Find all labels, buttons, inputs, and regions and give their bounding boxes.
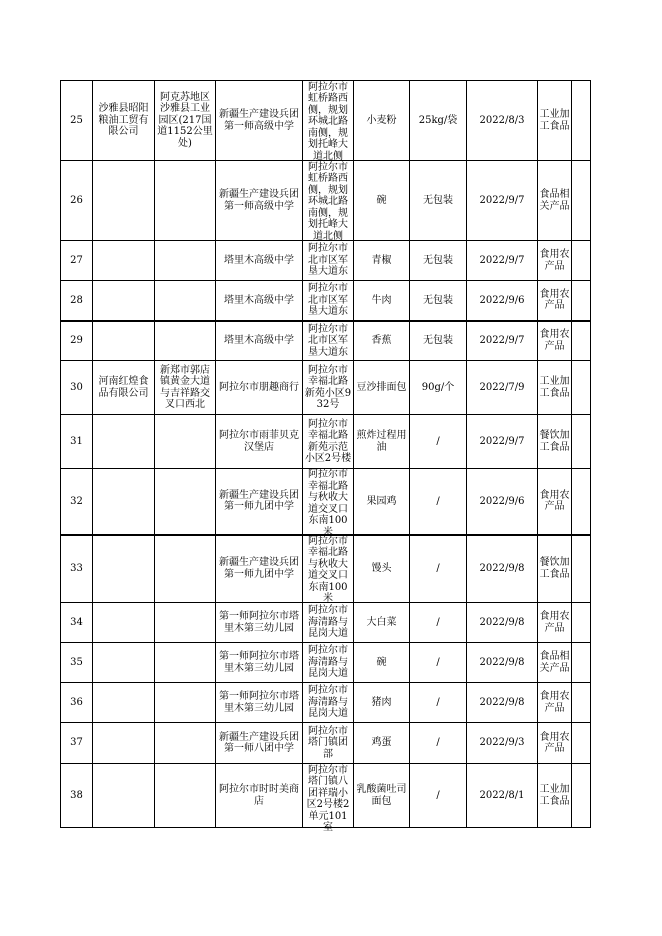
sampled-unit-text: 第一师阿拉尔市塔里木第三幼儿园: [219, 691, 299, 714]
row-number: [61, 161, 93, 241]
sampled-unit-address-text: 阿拉尔市幸福北路新苑示范小区2号楼: [304, 418, 352, 464]
specification: [410, 321, 467, 361]
sampled-unit-address: [303, 361, 354, 415]
production-date-text: 2022/9/3: [479, 737, 525, 749]
food-category: [538, 415, 572, 469]
food-name-text: 小麦粉: [366, 114, 397, 126]
specification: [410, 643, 467, 683]
food-name-text: 大白菜: [366, 616, 397, 628]
production-date-text: 2022/8/1: [479, 789, 525, 801]
production-date-text: 2022/9/7: [479, 335, 525, 346]
producer-address: [155, 161, 216, 241]
food-name: [354, 603, 410, 643]
food-category: [538, 81, 572, 161]
food-name: [354, 535, 410, 603]
production-date-text: 2022/7/9: [479, 381, 525, 393]
food-name-text: 鸡蛋: [371, 737, 392, 749]
producer-address: [155, 643, 216, 683]
food-category: [538, 603, 572, 643]
specification-text: /: [436, 737, 440, 749]
food-name: [354, 469, 410, 535]
row-number: [61, 415, 93, 469]
blank-cell: [572, 321, 591, 361]
sampled-unit-address: [303, 723, 354, 764]
sampled-unit-address: [303, 161, 354, 241]
production-date-text: 2022/8/3: [479, 114, 525, 126]
food-name: [354, 643, 410, 683]
producer-address: [155, 281, 216, 321]
producer-name: [93, 683, 155, 723]
row-number-text: 26: [70, 194, 83, 206]
specification: [410, 281, 467, 321]
sampled-unit-text: 阿拉尔市雨菲贝克汉堡店: [219, 430, 299, 453]
blank-cell: [572, 81, 591, 161]
sampled-unit-text: 新疆生产建设兵团第一师八团中学: [219, 731, 299, 754]
food-name: [354, 81, 410, 161]
specification: [410, 361, 467, 415]
production-date-text: 2022/9/7: [479, 194, 525, 206]
blank-cell: [572, 241, 591, 281]
sampled-unit: [216, 241, 303, 281]
row-number: [61, 469, 93, 535]
production-date: [467, 535, 538, 603]
food-category-text: 食用农产品: [539, 288, 570, 312]
food-category-text: 食用农产品: [539, 329, 570, 352]
food-category-text: 食用农产品: [539, 489, 570, 513]
food-category-text: 食用农产品: [539, 611, 570, 634]
food-category: [538, 469, 572, 535]
food-name-text: 煎炸过程用油: [356, 430, 407, 453]
row-number-text: 27: [70, 254, 83, 266]
table-row: [61, 469, 591, 535]
food-name-text: 牛肉: [371, 294, 392, 306]
sampled-unit-address: [303, 321, 354, 361]
table-row: [61, 643, 591, 683]
producer-name: [93, 361, 155, 415]
producer-name: [93, 81, 155, 161]
specification: [410, 535, 467, 603]
sampled-unit: [216, 281, 303, 321]
food-name: [354, 161, 410, 241]
sampled-unit-address-text: 阿拉尔市海清路与昆岗大道: [308, 645, 348, 680]
specification-text: /: [436, 696, 440, 708]
specification: [410, 603, 467, 643]
row-number: [61, 643, 93, 683]
blank-cell: [572, 643, 591, 683]
row-number: [61, 764, 93, 828]
producer-name: [93, 469, 155, 535]
food-name-text: 香蕉: [371, 335, 392, 346]
sampled-unit-address: [303, 683, 354, 723]
specification-text: /: [436, 563, 440, 574]
food-category-text: 工业加工食品: [539, 376, 570, 399]
sampled-unit-text: 阿拉尔市时时美商店: [219, 784, 299, 807]
producer-name-text: 沙雅县昭阳粮油工贸有限公司: [98, 103, 149, 138]
sampled-unit-address-text: 阿拉尔市虹桥路西侧，规划环城北路南侧，规划托峰大道北侧: [308, 161, 348, 242]
sampled-unit-address-text: 阿拉尔市北市区军垦大道东: [308, 243, 348, 278]
table-row: [61, 241, 591, 281]
food-category-text: 食用农产品: [539, 731, 570, 754]
producer-address-text: 新郑市郭店镇黄金大道与吉祥路交叉口西北: [160, 364, 210, 410]
sample-table: [60, 80, 591, 833]
production-date-text: 2022/9/8: [479, 696, 525, 708]
sampled-unit-text: 新疆生产建设兵团第一师九团中学: [219, 557, 299, 580]
production-date: [467, 603, 538, 643]
specification-text: 无包装: [423, 294, 453, 306]
blank-cell: [572, 603, 591, 643]
row-number-text: 31: [70, 435, 83, 447]
sampled-unit-address-text: 阿拉尔市虹桥路西侧，规划环城北路南侧，规划托峰大道北侧: [308, 81, 348, 162]
specification: [410, 723, 467, 764]
sampled-unit-text: 阿拉尔市朋趣商行: [219, 381, 299, 393]
producer-address-text: 阿克苏地区沙雅县工业园区(217国道1152公里处): [157, 91, 213, 149]
sampled-unit-address-text: 阿拉尔市塔门镇团部: [308, 725, 348, 760]
sampled-unit-address: [303, 603, 354, 643]
sampled-unit-address-text: 阿拉尔市塔门镇八团祥瑞小区2号楼2单元101室: [306, 764, 350, 833]
food-category: [538, 683, 572, 723]
row-number: [61, 281, 93, 321]
food-name-text: 碗: [376, 656, 387, 668]
row-number-text: 35: [70, 656, 83, 668]
food-name-text: 乳酸菌吐司面包: [356, 784, 407, 807]
food-name-text: 碗: [376, 194, 387, 206]
sampled-unit-text: 塔里木高级中学: [224, 335, 294, 346]
food-category-text: 食品相关产品: [539, 189, 570, 212]
table-row: [61, 683, 591, 723]
specification-text: /: [436, 495, 440, 507]
table-row: [61, 723, 591, 764]
specification: [410, 241, 467, 281]
row-number-text: 33: [70, 563, 83, 574]
sampled-unit-address: [303, 241, 354, 281]
row-number: [61, 535, 93, 603]
producer-address: [155, 723, 216, 764]
sampled-unit: [216, 469, 303, 535]
sampled-unit-address-text: 阿拉尔市幸福北路与秋收大道交叉口东南100米: [308, 535, 348, 605]
producer-name: [93, 281, 155, 321]
production-date-text: 2022/9/8: [479, 563, 525, 574]
food-name: [354, 241, 410, 281]
production-date-text: 2022/9/7: [479, 435, 525, 447]
specification-text: 无包装: [423, 335, 453, 346]
sampled-unit: [216, 161, 303, 241]
food-name: [354, 321, 410, 361]
specification-text: /: [436, 616, 440, 628]
sampled-unit: [216, 643, 303, 683]
food-name: [354, 723, 410, 764]
production-date: [467, 241, 538, 281]
specification: [410, 161, 467, 241]
sampled-unit-text: 第一师阿拉尔市塔里木第三幼儿园: [219, 651, 299, 674]
row-number-text: 38: [70, 789, 83, 801]
blank-cell: [572, 535, 591, 603]
sampled-unit: [216, 723, 303, 764]
table-row: [61, 161, 591, 241]
sampled-unit-address: [303, 764, 354, 833]
sampled-unit: [216, 683, 303, 723]
producer-name: [93, 723, 155, 764]
producer-name: [93, 415, 155, 469]
sampled-unit: [216, 603, 303, 643]
food-name: [354, 361, 410, 415]
sampled-unit-address: [303, 469, 354, 538]
specification: [410, 81, 467, 161]
sampled-unit-text: 塔里木高级中学: [224, 294, 294, 306]
sampled-unit: [216, 764, 303, 828]
food-name: [354, 764, 410, 828]
row-number-text: 37: [70, 737, 83, 749]
blank-cell: [572, 764, 591, 828]
specification: [410, 764, 467, 828]
producer-address: [155, 535, 216, 603]
production-date: [467, 643, 538, 683]
row-number: [61, 723, 93, 764]
sampled-unit-address: [303, 415, 354, 469]
food-category-text: 餐饮加工食品: [539, 430, 570, 453]
production-date: [467, 415, 538, 469]
production-date: [467, 161, 538, 241]
table-row: [61, 81, 591, 161]
specification-text: 无包装: [423, 194, 453, 206]
table-row: [61, 281, 591, 321]
specification-text: /: [436, 656, 440, 668]
food-category: [538, 643, 572, 683]
producer-name: [93, 241, 155, 281]
food-category: [538, 281, 572, 321]
producer-name: [93, 161, 155, 241]
row-number: [61, 81, 93, 161]
row-number: [61, 361, 93, 415]
food-name: [354, 415, 410, 469]
row-number-text: 30: [70, 381, 83, 393]
food-category-text: 食用农产品: [539, 249, 570, 272]
food-category: [538, 241, 572, 281]
producer-name: [93, 321, 155, 361]
blank-cell: [572, 161, 591, 241]
sampled-unit-address: [303, 281, 354, 321]
sampled-unit: [216, 415, 303, 469]
table-row: [61, 415, 591, 469]
row-number: [61, 603, 93, 643]
sampled-unit: [216, 361, 303, 415]
producer-name: [93, 603, 155, 643]
producer-address: [155, 469, 216, 535]
food-category-text: 工业加工食品: [539, 784, 570, 807]
food-category-text: 食品相关产品: [539, 651, 570, 674]
sampled-unit-text: 塔里木高级中学: [224, 254, 294, 266]
sampled-unit: [216, 321, 303, 361]
producer-name: [93, 764, 155, 828]
specification-text: /: [436, 435, 440, 447]
row-number-text: 36: [70, 696, 83, 708]
producer-address: [155, 764, 216, 828]
sampled-unit-address-text: 阿拉尔市幸福北路新苑小区932号: [304, 364, 352, 410]
specification-text: 25kg/袋: [418, 114, 458, 126]
food-category: [538, 764, 572, 828]
sampled-unit-address-text: 阿拉尔市幸福北路与秋收大道交叉口东南100米: [308, 469, 348, 538]
row-number-text: 28: [70, 294, 83, 306]
production-date: [467, 683, 538, 723]
production-date: [467, 723, 538, 764]
production-date: [467, 321, 538, 361]
sampled-unit-address: [303, 535, 354, 603]
food-name: [354, 281, 410, 321]
sampled-unit-text: 新疆生产建设兵团第一师九团中学: [219, 489, 299, 513]
sampled-unit-text: 新疆生产建设兵团第一师高级中学: [219, 109, 299, 132]
production-date-text: 2022/9/6: [479, 294, 525, 306]
row-number-text: 29: [70, 335, 83, 346]
sampled-unit-address-text: 阿拉尔市海清路与昆岗大道: [308, 605, 348, 640]
blank-cell: [572, 361, 591, 415]
sampled-unit-address-text: 阿拉尔市北市区军垦大道东: [308, 283, 348, 317]
sampled-unit: [216, 535, 303, 603]
food-category-text: 食用农产品: [539, 691, 570, 714]
sample-table-sheet: [60, 80, 590, 833]
specification: [410, 469, 467, 535]
specification-text: 90g/个: [421, 381, 455, 393]
producer-address: [155, 415, 216, 469]
row-number-text: 25: [70, 114, 83, 126]
food-category: [538, 321, 572, 361]
blank-cell: [572, 415, 591, 469]
production-date: [467, 361, 538, 415]
food-name-text: 馒头: [371, 563, 392, 574]
row-number: [61, 683, 93, 723]
sampled-unit-text: 第一师阿拉尔市塔里木第三幼儿园: [219, 611, 299, 634]
production-date: [467, 281, 538, 321]
food-category: [538, 535, 572, 603]
table-row: [61, 361, 591, 415]
blank-cell: [572, 281, 591, 321]
row-number-text: 32: [70, 495, 83, 507]
food-name-text: 果园鸡: [366, 495, 397, 507]
production-date-text: 2022/9/8: [479, 656, 525, 668]
producer-address: [155, 81, 216, 161]
production-date: [467, 81, 538, 161]
table-row: [61, 603, 591, 643]
producer-address: [155, 603, 216, 643]
food-category-text: 工业加工食品: [539, 109, 570, 132]
production-date-text: 2022/9/7: [479, 254, 525, 266]
specification-text: /: [436, 789, 440, 801]
specification: [410, 683, 467, 723]
table-row: [61, 764, 591, 828]
food-category: [538, 361, 572, 415]
food-category: [538, 723, 572, 764]
sampled-unit-address: [303, 643, 354, 683]
blank-cell: [572, 469, 591, 535]
sampled-unit: [216, 81, 303, 161]
specification-text: 无包装: [423, 254, 453, 266]
producer-name: [93, 535, 155, 603]
producer-address: [155, 361, 216, 415]
food-name-text: 豆沙排面包: [356, 381, 407, 393]
producer-address: [155, 321, 216, 361]
row-number: [61, 241, 93, 281]
food-category-text: 餐饮加工食品: [539, 557, 570, 580]
food-name-text: 猪肉: [371, 696, 392, 708]
production-date: [467, 764, 538, 828]
sampled-unit-text: 新疆生产建设兵团第一师高级中学: [219, 189, 299, 212]
blank-cell: [572, 683, 591, 723]
table-row: [61, 321, 591, 361]
specification: [410, 415, 467, 469]
food-category: [538, 161, 572, 241]
row-number: [61, 321, 93, 361]
production-date-text: 2022/9/6: [479, 495, 525, 507]
food-name: [354, 683, 410, 723]
producer-name: [93, 643, 155, 683]
blank-cell: [572, 723, 591, 764]
sampled-unit-address-text: 阿拉尔市海清路与昆岗大道: [308, 685, 348, 720]
sampled-unit-address: [303, 81, 354, 161]
table-row: [61, 535, 591, 603]
producer-address: [155, 683, 216, 723]
sampled-unit-address-text: 阿拉尔市北市区军垦大道东: [308, 323, 348, 358]
production-date-text: 2022/9/8: [479, 616, 525, 628]
producer-address: [155, 241, 216, 281]
row-number-text: 34: [70, 616, 83, 628]
producer-name-text: 河南红煌食品有限公司: [98, 376, 149, 399]
production-date: [467, 469, 538, 535]
food-name-text: 青椒: [371, 254, 392, 266]
